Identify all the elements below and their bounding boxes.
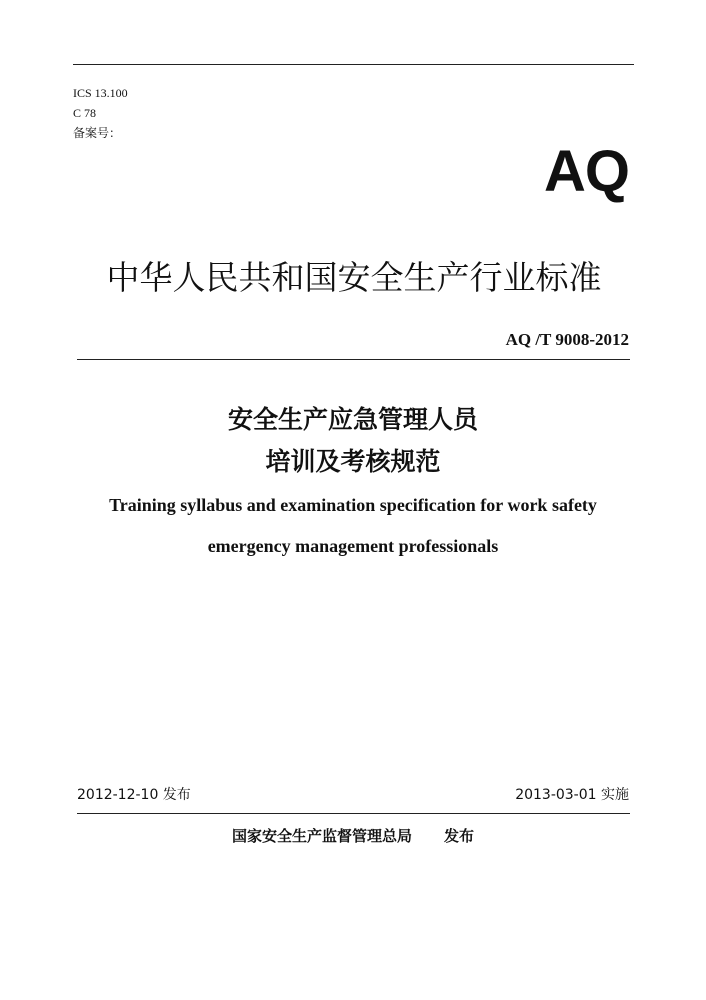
ics-code: ICS 13.100 (73, 86, 128, 100)
issue-date: 2012-12-10 发布 (77, 787, 191, 803)
classification-code: C 78 (73, 106, 97, 120)
english-title-line-2: emergency management professionals (207, 536, 499, 556)
standard-number: AQ /T 9008-2012 (505, 330, 629, 349)
filing-number-label: 备案号： (73, 126, 122, 140)
english-title-line-1: Training syllabus and examination specification for work safety (109, 495, 597, 515)
issuer-action: 发布 (444, 827, 475, 845)
aq-standard-mark: AQ (544, 139, 629, 204)
issuer-name: 国家安全生产监督管理总局 (231, 827, 412, 845)
standard-category-title: 中华人民共和国安全生产行业标准 (106, 258, 602, 297)
header-rule (77, 359, 630, 360)
chinese-title-line-2: 培训及考核规范 (265, 447, 441, 476)
issuing-authority (150, 824, 556, 848)
implementation-date: 2013-03-01 实施 (515, 787, 629, 803)
footer-rule (77, 813, 630, 814)
top-rule (73, 64, 634, 65)
chinese-title-line-1: 安全生产应急管理人员 (227, 405, 478, 434)
